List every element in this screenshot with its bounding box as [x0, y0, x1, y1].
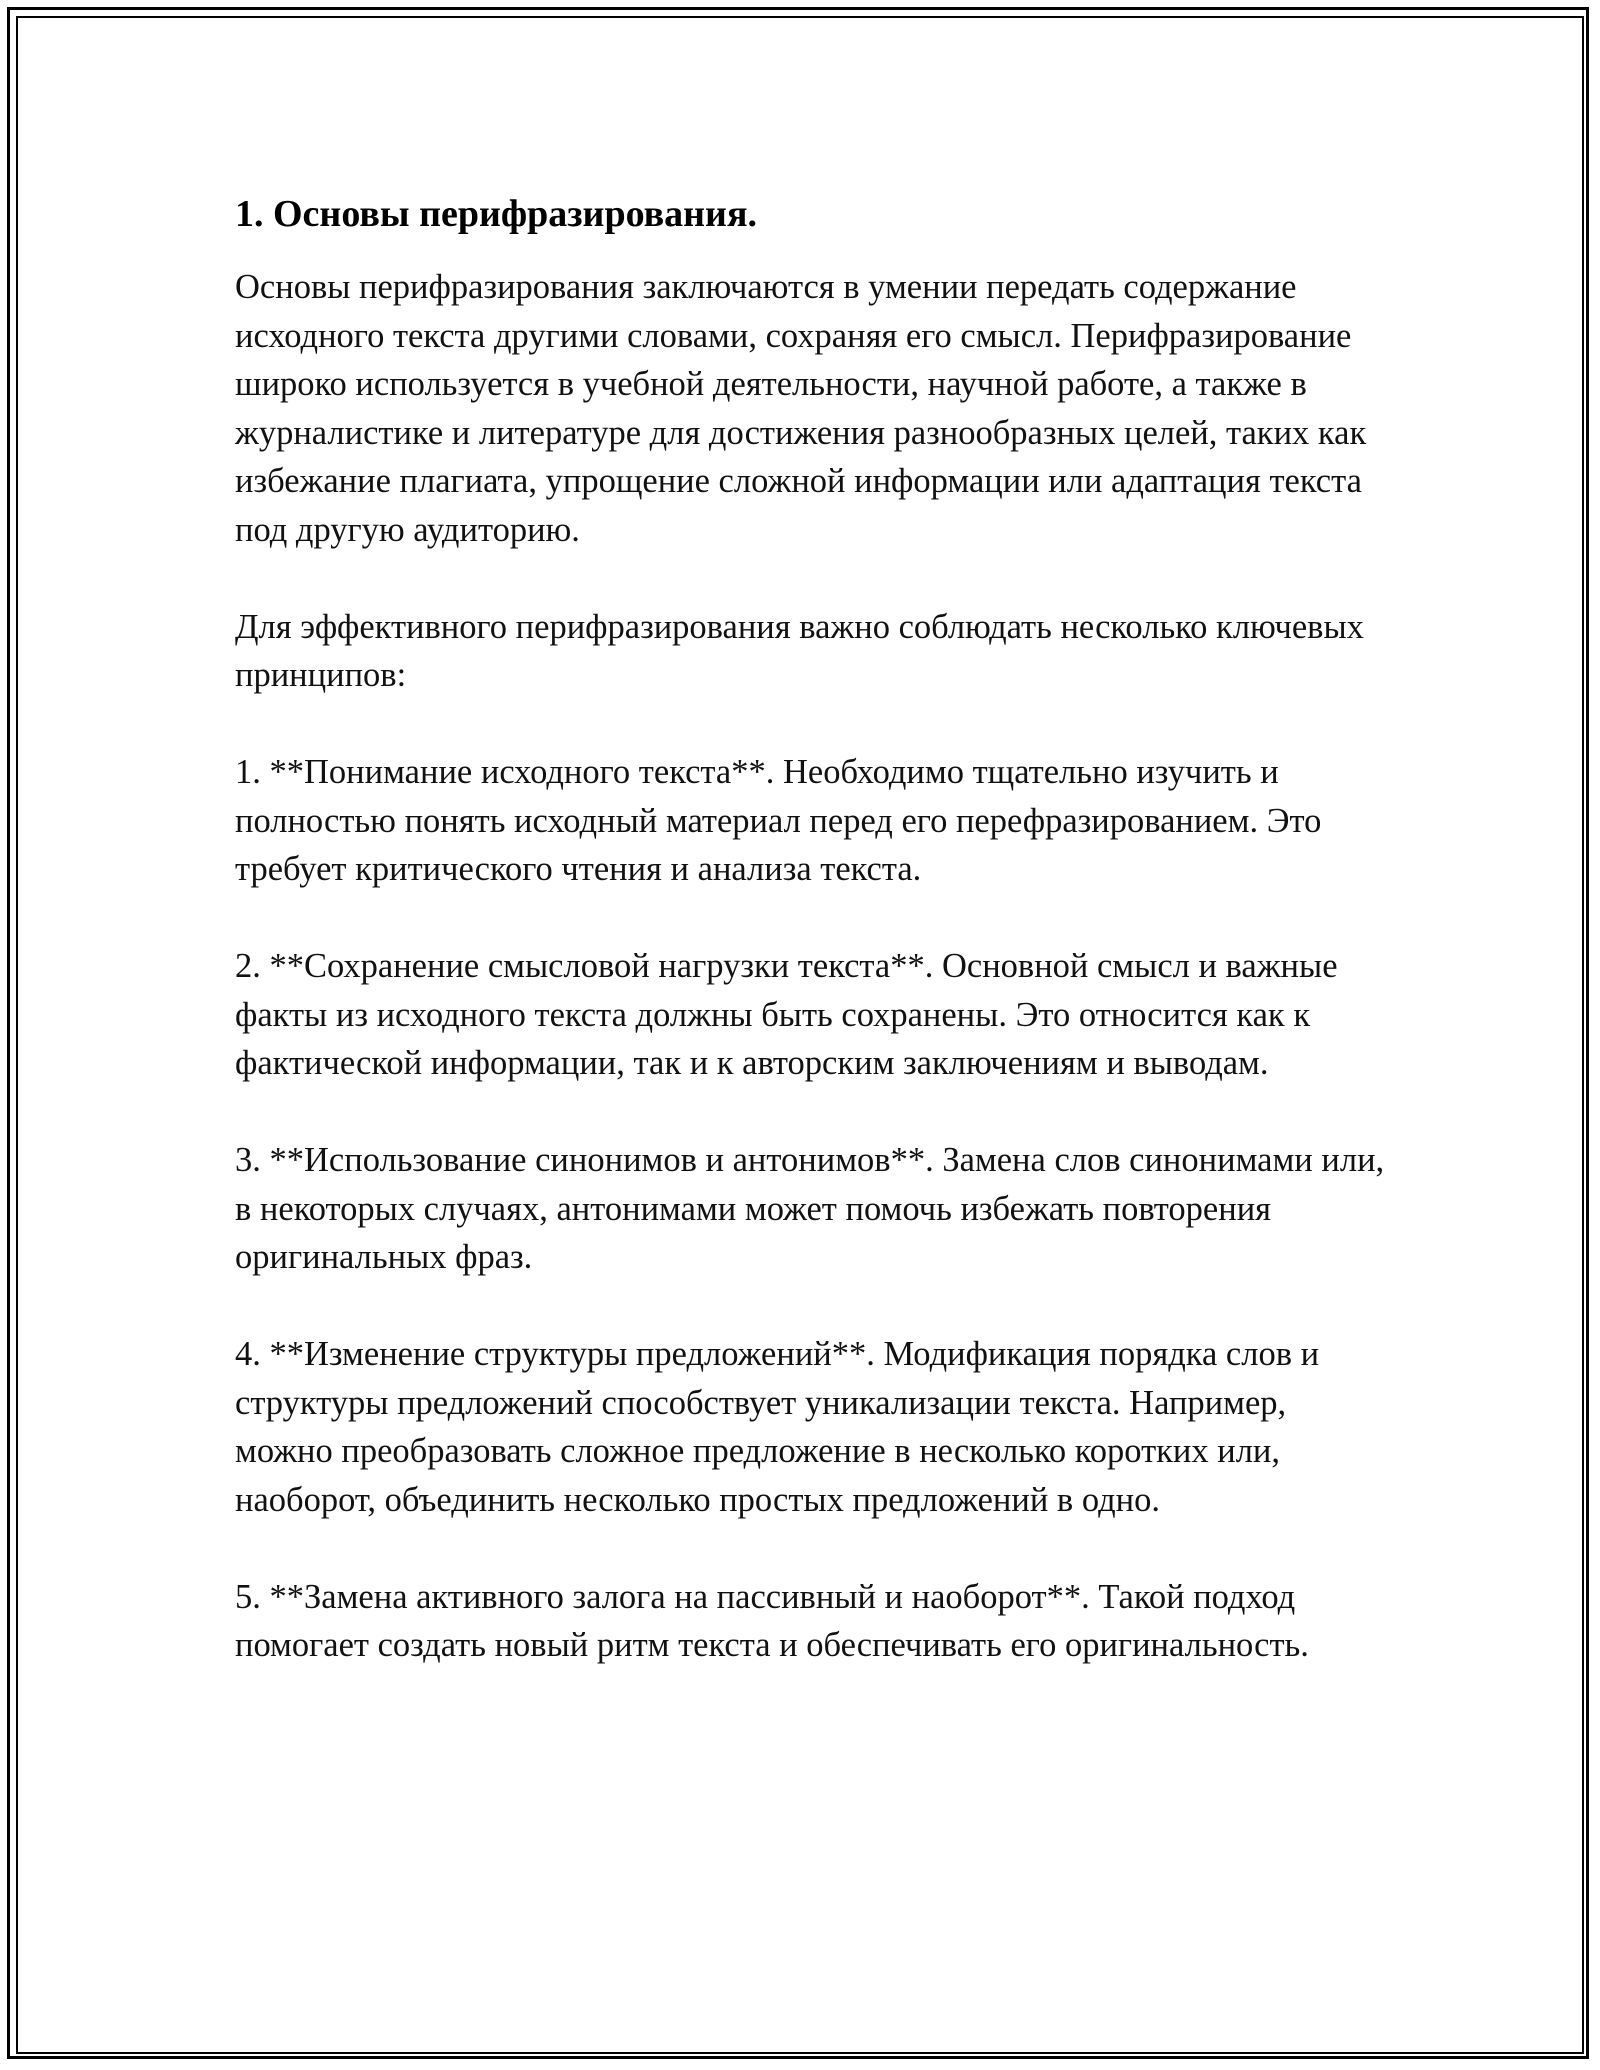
- principle-3-paragraph: 3. **Использование синонимов и антонимов**. Замена слов синонимами или, в некоторых случаях, антонимами может помочь избежать повторения оригинальных фраз.: [235, 1141, 1385, 1276]
- intro-paragraph: Основы перифразирования заключаются в умении передать содержание исходного текста другими словами, сохраняя его смысл. Перифразирование широко используется в учебной деятельности, научной работе, а также в журналистике и литературе для достижения разнообразных целей, таких как избежание плагиата, упрощение сложной информации или адаптация текста под другую аудиторию.: [235, 268, 1367, 549]
- section-heading: 1. Основы перифразирования.: [235, 193, 757, 235]
- principle-5-paragraph: 5. **Замена активного залога на пассивный и наоборот**. Такой подход помогает создать новый ритм текста и обеспечивать его оригинальность.: [235, 1577, 1309, 1664]
- document-page: [235, 190, 1385, 1718]
- principle-1-paragraph: 1. **Понимание исходного текста**. Необходимо тщательно изучить и полностью понять исходный материал перед его перефразированием. Это требует критического чтения и анализа текста.: [235, 753, 1322, 888]
- principle-4-paragraph: 4. **Изменение структуры предложений**. Модификация порядка слов и структуры предложений способствует уникализации текста. Например, можно преобразовать сложное предложение в несколько коротких или, наоборот, объединить несколько простых предложений в одно.: [235, 1335, 1320, 1519]
- principle-2-paragraph: 2. **Сохранение смысловой нагрузки текста**. Основной смысл и важные факты из исходного текста должны быть сохранены. Это относится как к фактической информации, так и к авторским заключениям и выводам.: [235, 947, 1338, 1082]
- principles-intro-paragraph: Для эффективного перифразирования важно соблюдать несколько ключевых принципов:: [235, 607, 1364, 694]
